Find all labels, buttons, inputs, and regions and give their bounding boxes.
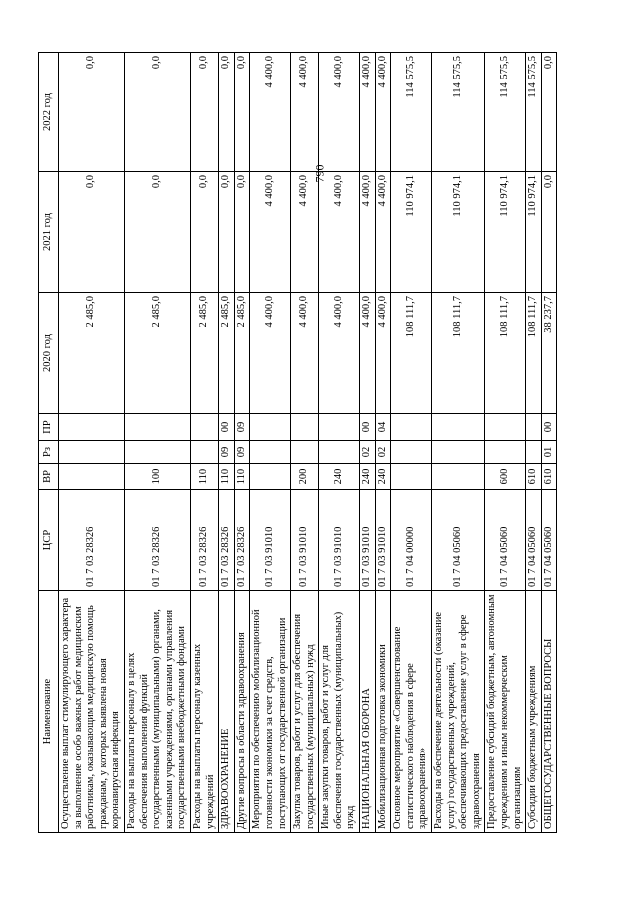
value-2022: 4 400,0 <box>319 53 360 172</box>
vr-cell: 600 <box>485 464 526 490</box>
value-2021: 110 974,1 <box>485 172 526 293</box>
pr-cell <box>526 414 542 441</box>
rz-cell <box>250 441 291 464</box>
vr-cell <box>250 464 291 490</box>
value-2020: 2 485,0 <box>234 293 250 414</box>
rotated-table-container <box>38 53 598 833</box>
table-row <box>391 53 432 833</box>
value-2020: 38 237,7 <box>541 293 557 414</box>
value-2021: 4 400,0 <box>291 172 319 293</box>
name-cell: ЗДРАВООХРАНЕНИЕ <box>219 591 235 833</box>
rz-cell: 02 <box>375 441 391 464</box>
pr-cell: 09 <box>234 414 250 441</box>
vr-cell: 110 <box>219 464 235 490</box>
budget-table <box>38 52 557 833</box>
pr-cell: 00 <box>541 414 557 441</box>
vr-cell: 240 <box>375 464 391 490</box>
rz-cell <box>190 441 218 464</box>
name-cell: Иные закупки товаров, работ и услуг для обеспечения государственных (муниципальных) нужд <box>319 591 360 833</box>
value-2020: 108 111,7 <box>432 293 485 414</box>
page-number: 790 <box>312 164 327 183</box>
value-2021: 0,0 <box>541 172 557 293</box>
value-2021: 0,0 <box>234 172 250 293</box>
csr-cell: 01 7 04 05060 <box>485 490 526 591</box>
value-2022: 4 400,0 <box>291 53 319 172</box>
csr-cell: 01 7 03 28326 <box>59 490 125 591</box>
value-2022: 0,0 <box>234 53 250 172</box>
vr-cell <box>432 464 485 490</box>
csr-cell: 01 7 03 28326 <box>124 490 190 591</box>
value-2021: 110 974,1 <box>391 172 432 293</box>
pr-cell <box>124 414 190 441</box>
value-2022: 4 400,0 <box>360 53 376 172</box>
csr-cell: 01 7 03 91010 <box>250 490 291 591</box>
value-2020: 4 400,0 <box>291 293 319 414</box>
value-2021: 110 974,1 <box>432 172 485 293</box>
value-2022: 114 575,5 <box>526 53 542 172</box>
value-2020: 4 400,0 <box>250 293 291 414</box>
table-header-row <box>39 53 59 833</box>
rz-cell <box>291 441 319 464</box>
csr-cell: 01 7 04 00000 <box>391 490 432 591</box>
pr-cell <box>485 414 526 441</box>
rz-cell <box>485 441 526 464</box>
table-row <box>234 53 250 833</box>
vr-cell <box>59 464 125 490</box>
table-row <box>250 53 291 833</box>
header-vr: ВР <box>39 464 59 490</box>
value-2022: 4 400,0 <box>375 53 391 172</box>
name-cell: Закупка товаров, работ и услуг для обеспечения государственных (муниципальных) нужд <box>291 591 319 833</box>
value-2020: 4 400,0 <box>360 293 376 414</box>
rz-cell: 09 <box>219 441 235 464</box>
rz-cell: 02 <box>360 441 376 464</box>
name-cell: Расходы на обеспечение деятельности (оказание услуг) государственных учреждений, обеспечивающих предоставление услуг в сфере здравоохранения <box>432 591 485 833</box>
csr-cell: 01 7 03 28326 <box>219 490 235 591</box>
rz-cell: 09 <box>234 441 250 464</box>
vr-cell: 200 <box>291 464 319 490</box>
table-row <box>541 53 557 833</box>
table-row <box>526 53 542 833</box>
csr-cell: 01 7 04 05060 <box>541 490 557 591</box>
name-cell: Предоставление субсидий бюджетным, автономным учреждениям и иным некоммерческим организациям <box>485 591 526 833</box>
csr-cell: 01 7 03 91010 <box>291 490 319 591</box>
value-2021: 4 400,0 <box>250 172 291 293</box>
pr-cell <box>59 414 125 441</box>
pr-cell <box>432 414 485 441</box>
rz-cell <box>124 441 190 464</box>
pr-cell: 00 <box>219 414 235 441</box>
rz-cell <box>432 441 485 464</box>
header-rz: Рз <box>39 441 59 464</box>
name-cell: Расходы на выплаты персоналу в целях обеспечения выполнения функций государственными (муниципальными) органами, казенными учреждениями, органами управления государственными внебюджетными фондами <box>124 591 190 833</box>
name-cell: Расходы на выплаты персоналу казенных учреждений <box>190 591 218 833</box>
vr-cell <box>391 464 432 490</box>
table-row <box>219 53 235 833</box>
csr-cell: 01 7 04 05060 <box>526 490 542 591</box>
value-2022: 0,0 <box>541 53 557 172</box>
value-2020: 108 111,7 <box>391 293 432 414</box>
table-row <box>485 53 526 833</box>
value-2022: 0,0 <box>190 53 218 172</box>
value-2020: 2 485,0 <box>124 293 190 414</box>
value-2021: 0,0 <box>59 172 125 293</box>
pr-cell <box>250 414 291 441</box>
name-cell: ОБЩЕГОСУДАРСТВЕННЫЕ ВОПРОСЫ <box>541 591 557 833</box>
name-cell: Мероприятия по обеспечению мобилизационной готовности экономики за счет средств, поступающих от государственной организации <box>250 591 291 833</box>
csr-cell: 01 7 03 91010 <box>360 490 376 591</box>
value-2022: 114 575,5 <box>485 53 526 172</box>
name-cell: Другие вопросы в области здравоохранения <box>234 591 250 833</box>
value-2021: 4 400,0 <box>375 172 391 293</box>
header-2020: 2020 год <box>39 293 59 414</box>
table-row <box>432 53 485 833</box>
csr-cell: 01 7 03 91010 <box>319 490 360 591</box>
header-pr: ПР <box>39 414 59 441</box>
table-row <box>319 53 360 833</box>
value-2022: 114 575,5 <box>391 53 432 172</box>
rz-cell <box>59 441 125 464</box>
pr-cell: 00 <box>360 414 376 441</box>
value-2021: 0,0 <box>124 172 190 293</box>
value-2020: 108 111,7 <box>485 293 526 414</box>
table-row <box>59 53 125 833</box>
vr-cell: 610 <box>526 464 542 490</box>
rz-cell <box>526 441 542 464</box>
value-2020: 2 485,0 <box>219 293 235 414</box>
vr-cell: 610 <box>541 464 557 490</box>
value-2020: 2 485,0 <box>59 293 125 414</box>
name-cell: Мобилизационная подготовка экономики <box>375 591 391 833</box>
value-2021: 110 974,1 <box>526 172 542 293</box>
name-cell: НАЦИОНАЛЬНАЯ ОБОРОНА <box>360 591 376 833</box>
rz-cell <box>319 441 360 464</box>
rz-cell: 01 <box>541 441 557 464</box>
value-2021: 0,0 <box>219 172 235 293</box>
table-row <box>375 53 391 833</box>
table-row <box>291 53 319 833</box>
value-2020: 4 400,0 <box>375 293 391 414</box>
value-2020: 2 485,0 <box>190 293 218 414</box>
vr-cell: 100 <box>124 464 190 490</box>
pr-cell <box>391 414 432 441</box>
csr-cell: 01 7 03 91010 <box>375 490 391 591</box>
name-cell: Основное мероприятие «Совершенствование статистического наблюдения в сфере здравоохранения» <box>391 591 432 833</box>
value-2022: 114 575,5 <box>432 53 485 172</box>
vr-cell: 110 <box>234 464 250 490</box>
header-2022: 2022 год <box>39 53 59 172</box>
value-2020: 108 111,7 <box>526 293 542 414</box>
value-2020: 4 400,0 <box>319 293 360 414</box>
table-row <box>190 53 218 833</box>
table-row <box>360 53 376 833</box>
value-2022: 4 400,0 <box>250 53 291 172</box>
name-cell: Субсидии бюджетным учреждениям <box>526 591 542 833</box>
header-csr: ЦСР <box>39 490 59 591</box>
pr-cell: 04 <box>375 414 391 441</box>
header-2021: 2021 год <box>39 172 59 293</box>
value-2021: 4 400,0 <box>319 172 360 293</box>
name-cell: Осуществление выплат стимулирующего характера за выполнение особо важных работ медицинским работникам, оказывающим медицинскую помощь гражданам, у которых выявлена новая коронавирусная инфекция <box>59 591 125 833</box>
table-row <box>124 53 190 833</box>
value-2021: 4 400,0 <box>360 172 376 293</box>
vr-cell: 240 <box>360 464 376 490</box>
pr-cell <box>319 414 360 441</box>
value-2022: 0,0 <box>59 53 125 172</box>
header-name: Наименование <box>39 591 59 833</box>
pr-cell <box>291 414 319 441</box>
csr-cell: 01 7 03 28326 <box>234 490 250 591</box>
value-2022: 0,0 <box>219 53 235 172</box>
vr-cell: 110 <box>190 464 218 490</box>
rz-cell <box>391 441 432 464</box>
vr-cell: 240 <box>319 464 360 490</box>
value-2021: 0,0 <box>190 172 218 293</box>
csr-cell: 01 7 04 05060 <box>432 490 485 591</box>
pr-cell <box>190 414 218 441</box>
csr-cell: 01 7 03 28326 <box>190 490 218 591</box>
value-2022: 0,0 <box>124 53 190 172</box>
